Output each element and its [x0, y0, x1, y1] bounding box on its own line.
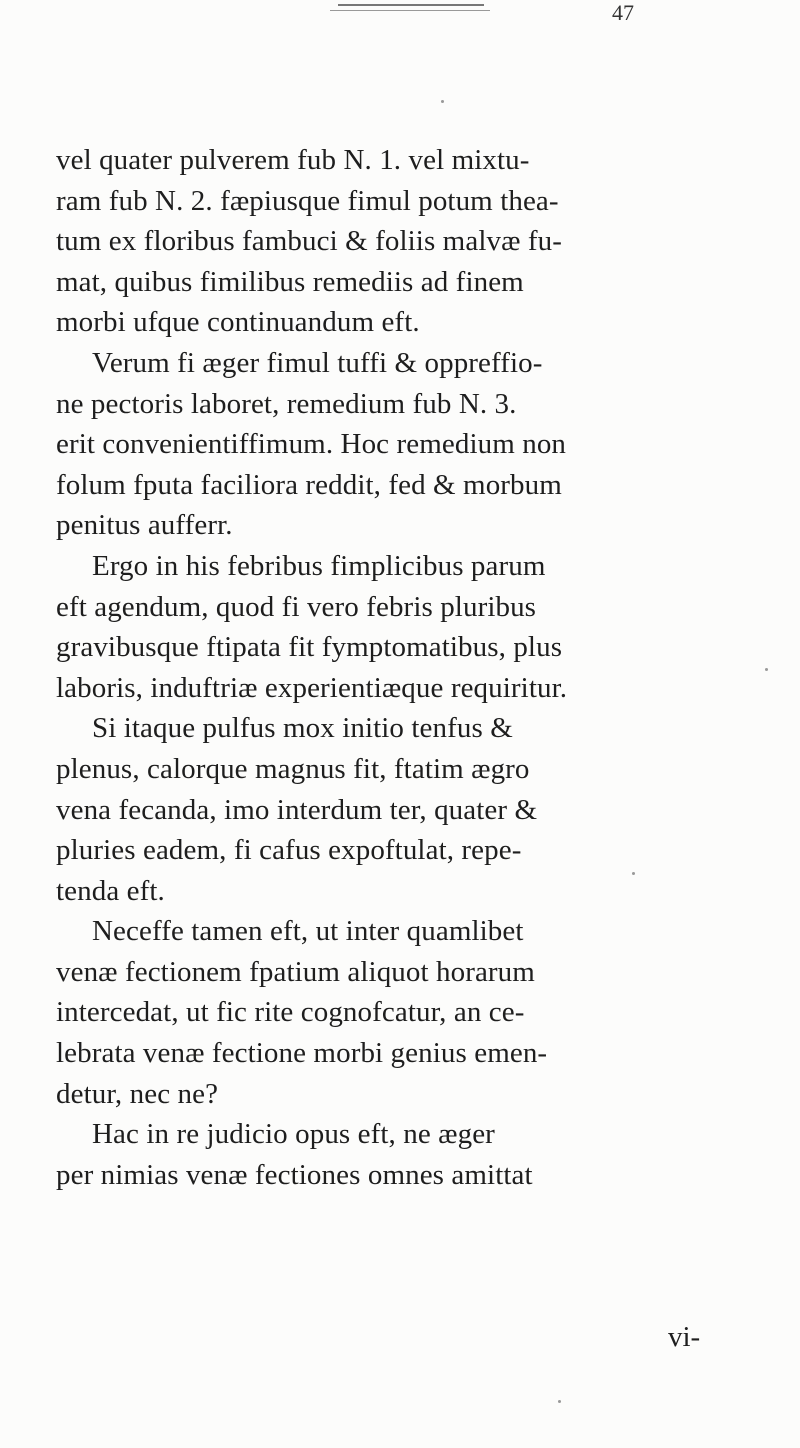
paper-speck: [558, 1400, 561, 1403]
text-line: ne pectoris laboret, remedium fub N. 3.: [56, 387, 517, 420]
text-line: gravibusque ftipata fit fymptomatibus, plus: [56, 631, 563, 664]
body-text: [56, 140, 782, 1195]
text-line: vel quater pulverem fub N. 1. vel mixtu-: [56, 144, 530, 176]
text-line: lebrata venæ fectione morbi genius emen-: [56, 1037, 548, 1070]
text-line: folum fputa faciliora reddit, fed & morbum: [56, 468, 562, 501]
text-line: vena fecanda, imo interdum ter, quater &: [56, 793, 538, 826]
paragraph-start-line: Ergo in his febribus fimplicibus parum: [92, 549, 546, 582]
text-line: per nimias venæ fectiones omnes amittat: [56, 1158, 533, 1191]
paragraph-start-line: Si itaque pulfus mox initio tenfus &: [92, 712, 513, 745]
paper-speck: [632, 872, 635, 875]
text-line: eft agendum, quod fi vero febris pluribus: [56, 590, 537, 623]
text-line: tum ex floribus fambuci & foliis malvæ fu-: [56, 225, 562, 258]
paragraph-start-line: Hac in re judicio opus eft, ne æger: [92, 1118, 495, 1151]
header-rule: [338, 4, 484, 6]
text-line: intercedat, ut fic rite cognofcatur, an ce-: [56, 996, 525, 1029]
paragraph-start-line: Neceffe tamen eft, ut inter quamlibet: [92, 915, 524, 948]
text-line: penitus aufferr.: [56, 509, 233, 542]
paper-speck: [441, 100, 444, 103]
catchword: vi-: [668, 1321, 701, 1353]
paper-speck: [765, 668, 768, 671]
text-line: detur, nec ne?: [56, 1077, 219, 1110]
text-line: laboris, induftriæ experientiæque requiritur.: [56, 671, 568, 704]
text-line: mat, quibus fimilibus remediis ad finem: [56, 265, 524, 298]
text-line: morbi ufque continuandum eft.: [56, 306, 420, 339]
page-number: 47: [612, 0, 634, 25]
text-line: erit convenientiffimum. Hoc remedium non: [56, 428, 567, 461]
paragraph-start-line: Verum fi æger fimul tuffi & oppreffio-: [92, 346, 543, 379]
text-line: ram fub N. 2. fæpiusque fimul potum thea-: [56, 184, 559, 217]
text-line: plenus, calorque magnus fit, ftatim ægro: [56, 752, 530, 785]
text-line: tenda eft.: [56, 874, 165, 907]
text-line: venæ fectionem fpatium aliquot horarum: [56, 955, 535, 988]
text-line: pluries eadem, fi cafus expoftulat, repe-: [56, 834, 522, 867]
header-rule-secondary: [330, 10, 490, 11]
